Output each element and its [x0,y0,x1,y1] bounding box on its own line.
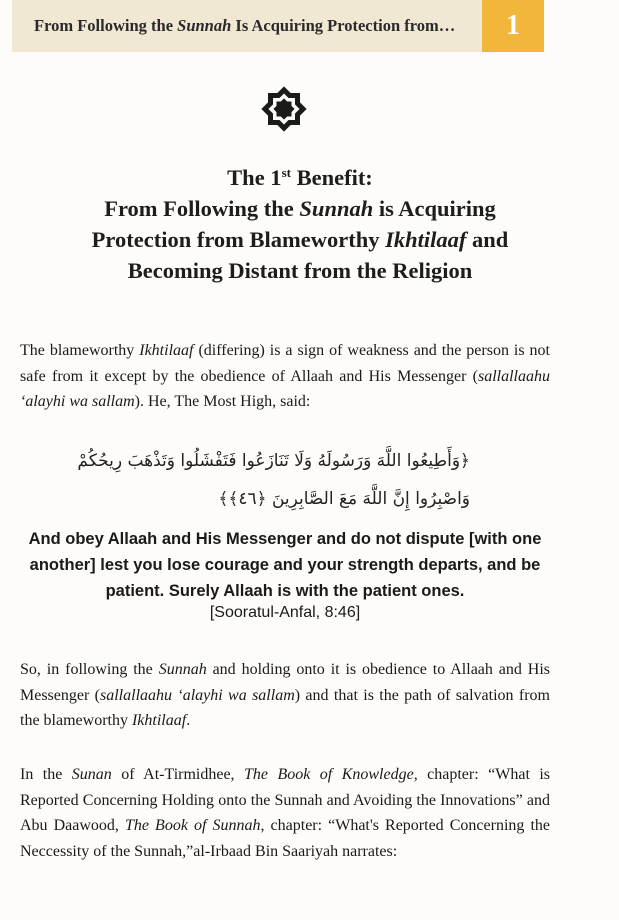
chapter-number-badge: 1 [482,0,544,52]
chapter-title-line4: Becoming Distant from the Religion [127,258,473,283]
paragraph-sunnah-obedience: So, in following the Sunnah and holding onto it is obedience to Allaah and His Messenger (sallallaahu ‘alayhi wa sallam) and that is the path of salvation from the blameworthy Ikhtilaaf. [20,661,551,729]
star-ornament-icon [258,83,310,135]
verse-reference: [Sooratul-Anfal, 8:46] [209,604,361,621]
chapter-title-line3: Protection from Blameworthy Ikhtilaaf and [91,227,509,252]
chapter-title [30,162,570,286]
chapter-title-line2: From Following the Sunnah is Acquiring [104,196,496,221]
quran-verse-line2: وَاصْبِرُوا إِنَّ اللَّهَ مَعَ الصَّابِرِينَ ﴿٤٦﴾﴾ [218,489,470,509]
paragraph-intro: The blameworthy Ikhtilaaf (differing) is a sign of weakness and the person is not safe from it except by the obedience of Allaah and His Messenger (sallallaahu ‘alayhi wa sallam). He, The Most High, said: [20,342,551,410]
chapter-title-line1: The 1st Benefit: [227,165,373,190]
quran-verse-line1: ﴿وَأَطِيعُوا اللَّهَ وَرَسُولَهُ وَلَا تَنَازَعُوا فَتَفْشَلُوا وَتَذْهَبَ رِيحُكُمْ [77,451,470,471]
running-header [12,0,482,52]
paragraph-hadith-source: In the Sunan of At-Tirmidhee, The Book of Knowledge, chapter: “What is Reported Concerning Holding onto the Sunnah and Avoiding the Innovations” and Abu Daawood, The Book of Sunnah, chapter: “What's Reported Concerning the Neccessity of the Sunnah,”al-Irbaad Bin Saariyah narrates: [20,766,551,860]
running-header-title: From Following the Sunnah Is Acquiring Protection from… [34,16,456,35]
verse-translation: And obey Allaah and His Messenger and do not dispute [with one another] lest you lose courage and your strength departs, and be patient. Surely Allaah is with the patient ones. [28,530,542,600]
